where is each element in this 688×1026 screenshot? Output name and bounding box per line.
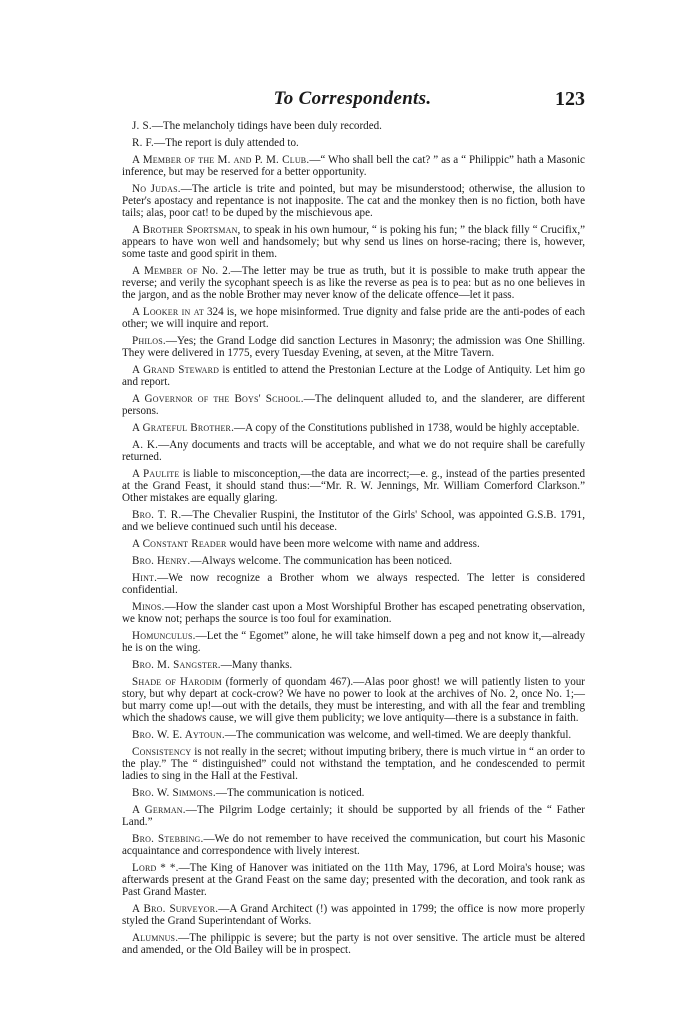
correspondent-entry (122, 224, 585, 260)
correspondent-entry (122, 833, 585, 857)
correspondent-entry (122, 804, 585, 828)
correspondent-name: Bro. M. Sangster. (132, 658, 221, 671)
correspondent-name: J. S. (132, 120, 152, 132)
correspondent-name: Bro. T. R. (132, 508, 182, 521)
correspondent-entry (122, 154, 585, 178)
reply-text: —Always welcome. The communication has been noticed. (190, 554, 453, 567)
correspondent-name: Bro. Henry. (132, 554, 191, 567)
reply-text: would have been more welcome with name and address. (226, 537, 480, 550)
correspondent-name: Consistency (132, 745, 192, 758)
reply-text: —A copy of the Constitutions published in 1738, would be highly acceptable. (234, 421, 580, 434)
reply-text: —The Pilgrim Lodge certainly; it should be supported by all friends of the “ Father Land.” (122, 803, 585, 828)
correspondent-entry (122, 630, 585, 654)
correspondent-entry (122, 422, 585, 434)
correspondent-name: Philos. (132, 334, 166, 347)
reply-text: —Let the “ Egomet” alone, he will take himself down a peg and not know it,—already he is on the wing. (122, 629, 585, 654)
correspondent-entry (122, 137, 585, 149)
correspondent-name: A Grand Steward (132, 363, 220, 376)
correspondent-entry (122, 439, 585, 463)
reply-text: —The delinquent alluded to, and the slanderer, are different persons. (122, 392, 585, 418)
correspondent-entry (122, 393, 585, 417)
correspondent-name: A Grateful Brother. (132, 421, 235, 434)
correspondent-name: A Member of the M. and P. M. Club. (132, 153, 310, 166)
reply-text: —Many thanks. (220, 658, 293, 671)
correspondent-name: Bro. Stebbing. (132, 832, 204, 845)
correspondent-name: A Paulite (132, 467, 180, 480)
correspondent-entry (122, 538, 585, 550)
correspondent-name: A Member of (132, 264, 198, 277)
reply-text: to speak in his own humour, “ is poking his fun; ” the black filly “ Crucifix,” appears to have won well and handsomely; but why send us lines on horse-racing; there is, however, some taste and good spirit in them. (122, 223, 586, 261)
correspondent-entry (122, 729, 585, 741)
correspondent-entry (122, 862, 585, 898)
correspondent-entry (122, 572, 585, 596)
correspondent-entry (122, 787, 585, 799)
correspondent-name: R. F. (132, 136, 155, 149)
reply-text: —A Grand Architect (!) was appointed in 1799; the office is now more properly styled the Grand Superintendant of Works. (122, 902, 585, 927)
reply-text: —The report is duly attended to. (154, 136, 299, 149)
correspondent-name: Alumnus. (132, 931, 179, 944)
correspondent-name: Homunculus. (132, 629, 196, 642)
correspondent-name: A Governor of the Boys' School. (132, 392, 304, 405)
correspondent-entry (122, 659, 585, 671)
correspondent-entry (122, 676, 585, 724)
correspondent-name: No Judas. (132, 182, 181, 195)
correspondent-entry (122, 306, 585, 330)
reply-text: —The melancholy tidings have been duly recorded. (151, 120, 382, 132)
reply-text: is not really in the secret; without imputing bribery, there is much virtue in “ an order to the play.” The “ distinguished” could not withstand the temptation, and he condescended to permit ladies to sing in the Hall at the Festival. (122, 745, 585, 782)
page-number: 123 (555, 88, 585, 110)
correspondence-list (122, 120, 585, 961)
correspondent-name: Bro. W. E. Aytoun. (132, 728, 225, 741)
reply-text: —Any documents and tracts will be acceptable, and what we do not require shall be carefully returned. (122, 438, 585, 463)
reply-text: —The communication is noticed. (215, 786, 365, 799)
correspondent-entry (122, 601, 585, 625)
correspondent-entry (122, 468, 585, 504)
correspondent-name: A. K. (132, 438, 159, 451)
reply-text: is entitled to attend the Prestonian Lecture at the Lodge of Antiquity. Let him go and report. (122, 363, 585, 389)
reply-text: —The philippic is severe; but the party is not over sensitive. The article must be altered and amended, or the Old Bailey will be in prospect. (122, 931, 585, 956)
correspondent-name: A Bro. Surveyor. (132, 902, 219, 915)
correspondent-name: Bro. W. Simmons. (132, 786, 216, 799)
page-header (120, 88, 585, 114)
correspondent-entry (122, 183, 585, 219)
correspondent-name: A Constant Reader (132, 537, 227, 550)
reply-text: —How the slander cast upon a Most Worshipful Brother has escaped penetrating observation, we know not; perhaps the source is too foul for examination. (122, 600, 585, 625)
reply-text: —Yes; the Grand Lodge did sanction Lectures in Masonry; the admission was One Shilling. They were delivered in 1775, every Tuesday Evening, at seven, at the Mitre Tavern. (122, 334, 585, 360)
correspondent-entry (122, 903, 585, 927)
correspondent-name: Lord * *. (132, 861, 179, 874)
reply-text: —The communication was welcome, and well-timed. We are deeply thankful. (224, 728, 572, 741)
reply-text: —The article is trite and pointed, but may be misunderstood; otherwise, the allusion to Peter's apostacy and repentance is not inapposite. The cat and the monkey then is no fiction, both have tails; alas, poor cat! to be duped by the mischievous ape. (122, 182, 585, 219)
correspondent-name: Minos. (132, 600, 165, 613)
reply-text: —We do not remember to have received the communication, but court his Masonic acquaintance and correspondence with lively interest. (122, 832, 585, 857)
correspondent-name: Shade of Harodim (132, 675, 222, 688)
reply-text: No. 2.—The letter may be true as truth, but it is possible to make truth appear the reverse; and verily the sycophant speech is as like the reverse as pea is to pea: but as no one believes in the jargon, and as the noble Brother may never know of the delicate offence—let it pass. (122, 264, 585, 302)
correspondent-name: A Looker in at (132, 306, 204, 318)
reply-text: —We now recognize a Brother whom we always respected. The letter is considered confidential. (122, 571, 585, 596)
reply-text: (formerly of quondam 467).—Alas poor ghost! we will patiently listen to your story, but why depart at cock-crow? We have no power to look at the archives of No. 2, once No. 1;—but marry come up!—out with the details, they must be interesting, and with all the fear and trembling which the shadows cause, we will give them publicity; we love antiquity—there is a substance in faith. (122, 675, 585, 724)
correspondent-entry (122, 932, 585, 956)
correspondent-entry (122, 746, 585, 782)
reply-text: —The King of Hanover was initiated on the 11th May, 1796, at Lord Moira's house; was afterwards present at the Grand Feast on the same day; presented with the decoration, and took rank as Past Grand Master. (122, 861, 585, 898)
reply-text: —The Chevalier Ruspini, the Institutor of the Girls' School, was appointed G.S.B. 1791, and we believe continued such until his decease. (122, 508, 585, 533)
correspondent-entry (122, 335, 585, 359)
correspondent-entry (122, 555, 585, 567)
correspondent-name: A Brother Sportsman, (132, 223, 241, 236)
correspondent-entry (122, 509, 585, 533)
correspondent-name: A German. (132, 803, 186, 816)
correspondent-entry (122, 120, 585, 132)
reply-text: is liable to misconception,—the data are incorrect;—e. g., instead of the parties presented at the Grand Feast, it should stand thus:—“Mr. R. W. Jennings, Mr. William Comerford Clarkson.” Other mistakes are equally glaring. (122, 467, 585, 504)
correspondent-entry (122, 265, 585, 301)
correspondent-name: Hint. (132, 571, 158, 584)
reply-text: 324 is, we hope misinformed. True dignity and false pride are the anti-podes of each other; we will inquire and report. (122, 306, 585, 331)
running-title: To Correspondents. (273, 88, 432, 109)
correspondent-entry (122, 364, 585, 388)
reply-text: —“ Who shall bell the cat? ” as a “ Philippic” hath a Masonic inference, but may be reserved for a better opportunity. (122, 153, 585, 178)
